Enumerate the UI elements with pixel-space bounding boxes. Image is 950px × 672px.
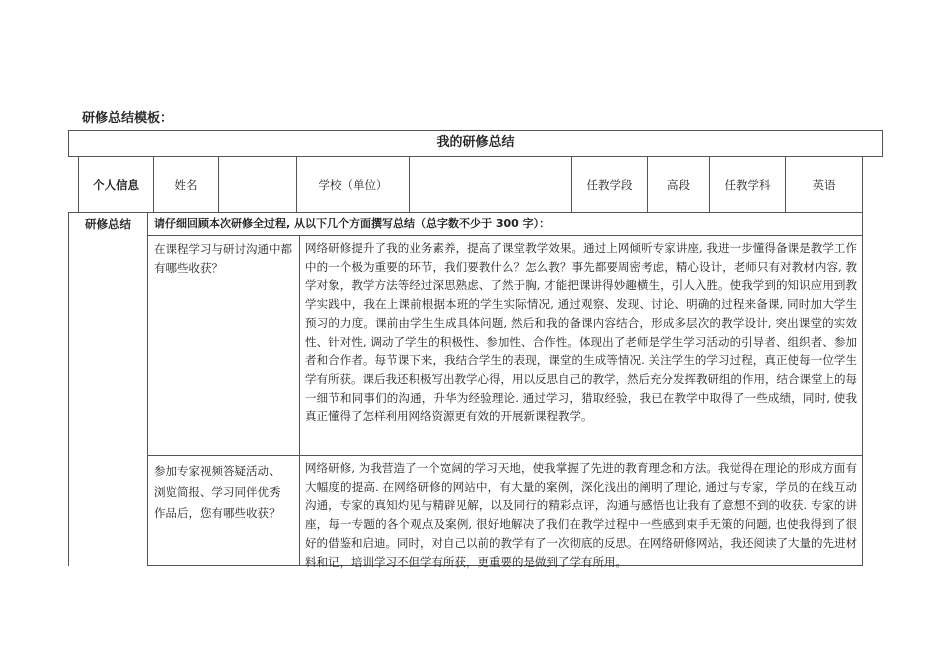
table-title: 我的研修总结 bbox=[436, 135, 515, 150]
item-row-divider bbox=[147, 455, 863, 456]
question-1: 在课程学习与研讨沟通中都有哪些收获？ bbox=[154, 242, 292, 275]
answer-1: 网络研修提升了我的业务素养，提高了课堂教学效果。通过上网倾听专家讲座, 我进一步懂得备课是教学工作中的一个极为重要的环节，我们要教什么？怎么教？事先都要周密考虑，精心设计，老师只有对教材内容, 教学对象，教学方法等经过深思熟虑、了然于胸, 才能把课讲得妙趣横生，引人入胜。使我学到的知识应用到教学实践中，我在上课前根据本班的学生实际情况, 通过观察、发现、讨论、明确的过程来备课, 同时加大学生预习的力度。课前由学生生成具体问题, 然后和我的备课内容结合，形成多层次的教学设计, 突出课堂的实效性、针对性, 调动了学生的积极性、参加性、合作性。体现出了老师是学生学习活动的引导者、组织者、参加者和合作者。每节课下来，我结合学生的表现，课堂的生成等情况. 关注学生的学习过程，真正使每一位学生学有所获。课后我还积极写出教学心得，用以反思自己的教学，然后充分发挥教研组的作用，结合课堂上的每一细节和同事们的沟通，升华为经验理论. 通过学习，猎取经验，我已在教学中取得了一些成绩，同时, 使我真正懂得了怎样利用网络资源更有效的开展新课程教学。 bbox=[305, 241, 857, 424]
teaching-stage-value: 高段 bbox=[667, 178, 690, 192]
summary-label-divider bbox=[147, 212, 148, 566]
answer-2: 网络研修, 为我营造了一个宽阔的学习天地，使我掌握了先进的教育理念和方法。我觉得在理论的形成方面有大幅度的提高. 在网络研修的网站中，有大量的案例，深化浅出的阐明了理论, 通过与专家，学员的在线互动沟通，专家的真知灼见与精辟见解，以及同行的精彩点评，沟通与感悟也让我有了意想不到的收获. 专家的讲座，每一专题的各个观点及案例, 很好地解决了我们在教学过程中一些感到束手无策的问题, 也使我得到了很好的借鉴和启迪。同时，对自己以前的教学有了一次彻底的反思。在网络研修网站，我还阅读了大量的先进材料和记，培训学习不但学有所获，更重要的是做到了学有所用。 bbox=[305, 461, 857, 569]
title-row-bottom-border bbox=[68, 156, 883, 157]
school-label: 学校（单位） bbox=[318, 178, 388, 192]
instruction-row-bottom-border bbox=[147, 235, 863, 236]
teaching-subject-label: 任教学科 bbox=[724, 178, 771, 192]
summary-section-label: 研修总结 bbox=[85, 217, 131, 231]
teaching-subject-value: 英语 bbox=[812, 178, 836, 192]
summary-instruction: 请仔细回顾本次研修全过程, 从以下几个方面撰写总结（总字数不少于 300 字）： bbox=[154, 217, 551, 230]
table-top-border bbox=[68, 130, 883, 131]
document-heading: 研修总结模板： bbox=[82, 111, 174, 126]
info-divider bbox=[409, 156, 410, 213]
teaching-stage-label: 任教学段 bbox=[586, 178, 633, 192]
info-row-right-border bbox=[862, 156, 863, 213]
info-row-bottom-border bbox=[68, 212, 863, 213]
question-2: 参加专家视频答疑活动、浏览简报、学习同伴优秀作品后，您有哪些收获？ bbox=[154, 464, 281, 520]
summary-right-border bbox=[862, 212, 863, 566]
info-divider bbox=[218, 156, 219, 213]
personal-info-label: 个人信息 bbox=[93, 178, 139, 192]
question-answer-divider bbox=[299, 235, 300, 566]
name-label: 姓名 bbox=[174, 178, 198, 192]
summary-left-border bbox=[68, 212, 69, 566]
